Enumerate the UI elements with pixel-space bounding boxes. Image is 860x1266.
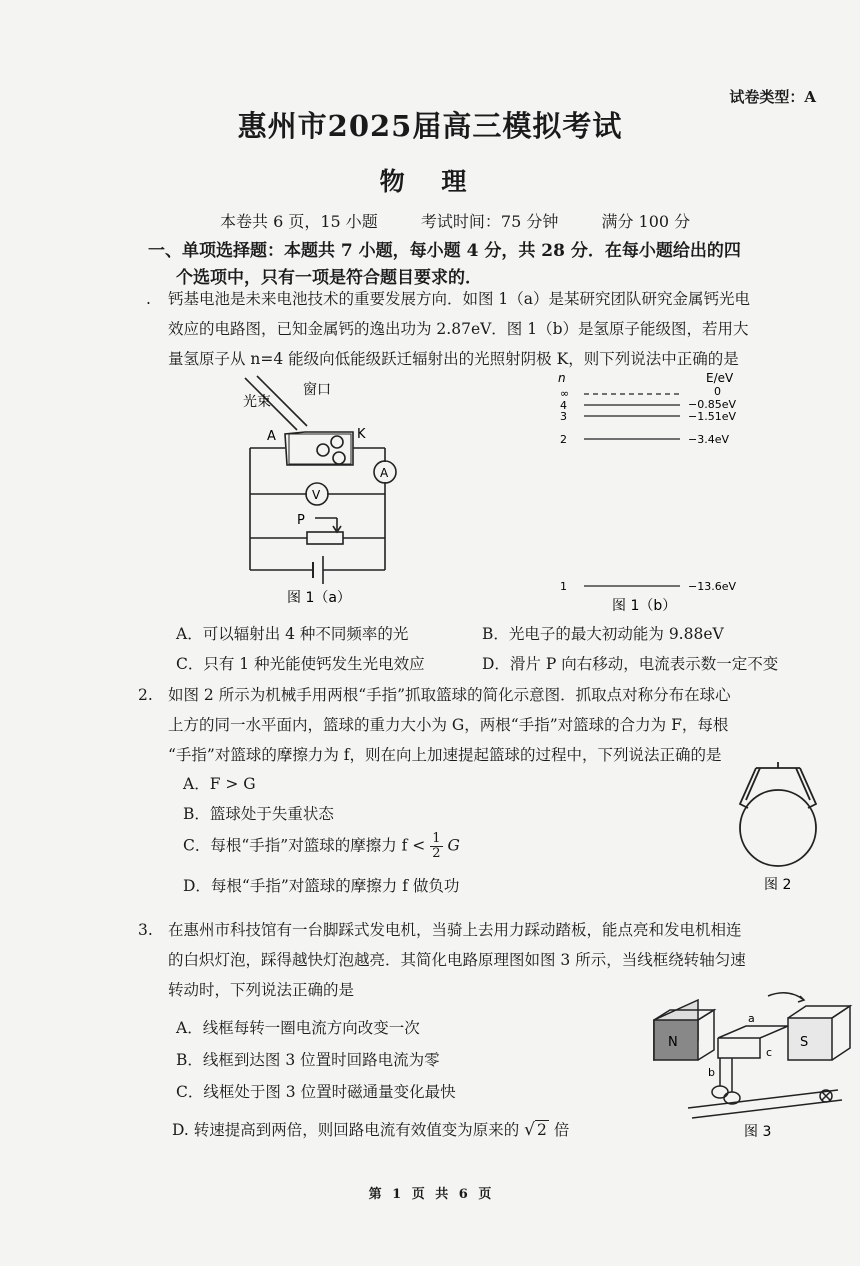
q1-stem	[168, 284, 858, 374]
level-n-1: 1	[560, 580, 567, 593]
q3-option-d-text: D. 转速提高到两倍，则回路电流有效值变为原来的	[172, 1121, 520, 1139]
coil-c-label: c	[766, 1046, 773, 1059]
time-info: 考试时间：75 分钟	[420, 212, 559, 231]
sqrt-radicand: 2	[537, 1121, 547, 1139]
q1-option-d: D．滑片 P 向右移动，电流表示数一定不变	[482, 655, 779, 673]
section-heading-line2: 个选项中，只有一项是符合题目要求的．	[176, 268, 482, 288]
figure-3-generator	[648, 990, 856, 1140]
q1-line1: 钙基电池是未来电池技术的重要发展方向．如图 1（a）是某研究团队研究金属钙光电	[168, 290, 751, 308]
q3-option-d-suffix: 倍	[553, 1121, 570, 1139]
q3-option-c: C．线框处于图 3 位置时磁通量变化最快	[176, 1083, 456, 1101]
score-info: 满分 100 分	[601, 212, 691, 231]
q3-number: 3.	[138, 921, 153, 939]
q2-option-a: A．F > G	[183, 775, 256, 793]
level-e-3: −1.51eV	[688, 410, 737, 423]
q3-option-d	[172, 1118, 569, 1140]
label-window: 窗口	[303, 382, 331, 398]
q2-number: 2.	[138, 686, 153, 704]
figure-1a-caption: 图 1（a）	[287, 590, 351, 606]
q1-option-a: A．可以辐射出 4 种不同频率的光	[176, 625, 409, 643]
label-anode: A	[267, 429, 276, 444]
fraction-denominator: 2	[432, 846, 441, 861]
figure-2-caption: 图 2	[764, 877, 792, 893]
page-count-info: 本卷共 6 页，15 小题	[220, 212, 378, 231]
section-heading-line1: 一、单项选择题：本题共 7 小题，每小题 4 分，共 28 分．在每小题给出的四	[148, 241, 741, 261]
coil-a-label: a	[748, 1012, 755, 1025]
level-n-2: 2	[560, 433, 567, 446]
q3-line1: 在惠州市科技馆有一台脚踩式发电机，当骑上去用力踩动踏板，能点亮和发电机相连	[168, 921, 742, 939]
figure-1b-caption: 图 1（b）	[612, 598, 677, 614]
q1-option-c: C．只有 1 种光能使钙发生光电效应	[176, 655, 425, 673]
fraction-numerator: 1	[432, 831, 441, 846]
figure-1a-circuit	[225, 370, 430, 615]
energy-header: E/eV	[706, 371, 734, 385]
slider-label: P	[297, 513, 305, 528]
magnet-n-label: N	[668, 1035, 678, 1050]
figure-1b-energy-levels	[548, 370, 768, 615]
voltmeter-label: V	[312, 488, 321, 502]
page-footer: 第 1 页 共 6 页	[368, 1187, 492, 1202]
q1-line3: 量氢原子从 n=4 能级向低能级跃迁辐射出的光照射阴极 K，则下列说法中正确的是	[168, 350, 739, 368]
level-n-inf: ∞	[560, 387, 570, 400]
level-e-1: −13.6eV	[688, 580, 737, 593]
q2-stem	[168, 680, 858, 770]
q2-option-d: D．每根“手指”对篮球的摩擦力 f 做负功	[183, 877, 460, 895]
q3-option-b: B．线框到达图 3 位置时回路电流为零	[176, 1051, 440, 1069]
q1-number: .	[146, 290, 151, 308]
level-e-inf: 0	[714, 385, 721, 398]
q2-option-c-text: C．每根“手指”对篮球的摩擦力 f <	[183, 836, 426, 855]
q2-option-c-g: G	[447, 836, 460, 855]
exam-info	[220, 209, 690, 232]
q1-option-b: B．光电子的最大初动能为 9.88eV	[482, 625, 724, 643]
q3-line2: 的白炽灯泡，踩得越快灯泡越亮．其简化电路原理图如图 3 所示，当线框绕转轴匀速	[168, 951, 746, 969]
q2-option-c	[183, 832, 460, 861]
q2-option-b: B．篮球处于失重状态	[183, 805, 334, 823]
n-header: n	[558, 371, 566, 385]
label-cathode: K	[357, 427, 366, 442]
figure-3-caption: 图 3	[744, 1124, 772, 1140]
q3-line3: 转动时，下列说法正确的是	[168, 981, 355, 999]
sqrt-symbol: √	[524, 1120, 536, 1140]
label-light-beam: 光束	[243, 394, 271, 410]
level-n-4: 4	[560, 399, 567, 412]
coil-b-label: b	[708, 1066, 715, 1079]
figure-2-gripper	[728, 758, 828, 893]
level-e-4: −0.85eV	[688, 398, 737, 411]
q1-line2: 效应的电路图，已知金属钙的逸出功为 2.87eV．图 1（b）是氢原子能级图，若用大	[168, 320, 749, 338]
magnet-s-label: S	[800, 1035, 809, 1050]
q2-line3: “手指”对篮球的摩擦力为 f，则在向上加速提起篮球的过程中，下列说法正确的是	[168, 746, 722, 764]
subject-title: 物 理	[379, 167, 481, 196]
exam-title: 惠州市2025届高三模拟考试	[237, 109, 623, 143]
q3-option-a: A．线框每转一圈电流方向改变一次	[176, 1019, 420, 1037]
paper-type: 试卷类型：A	[729, 88, 816, 106]
fraction-one-half	[430, 832, 442, 861]
level-e-2: −3.4eV	[688, 433, 730, 446]
q2-line1: 如图 2 所示为机械手用两根“手指”抓取篮球的简化示意图．抓取点对称分布在球心	[168, 686, 731, 704]
level-n-3: 3	[560, 410, 567, 423]
q2-line2: 上方的同一水平面内，篮球的重力大小为 G，两根“手指”对篮球的合力为 F，每根	[168, 716, 729, 734]
ammeter-label: A	[380, 466, 389, 480]
